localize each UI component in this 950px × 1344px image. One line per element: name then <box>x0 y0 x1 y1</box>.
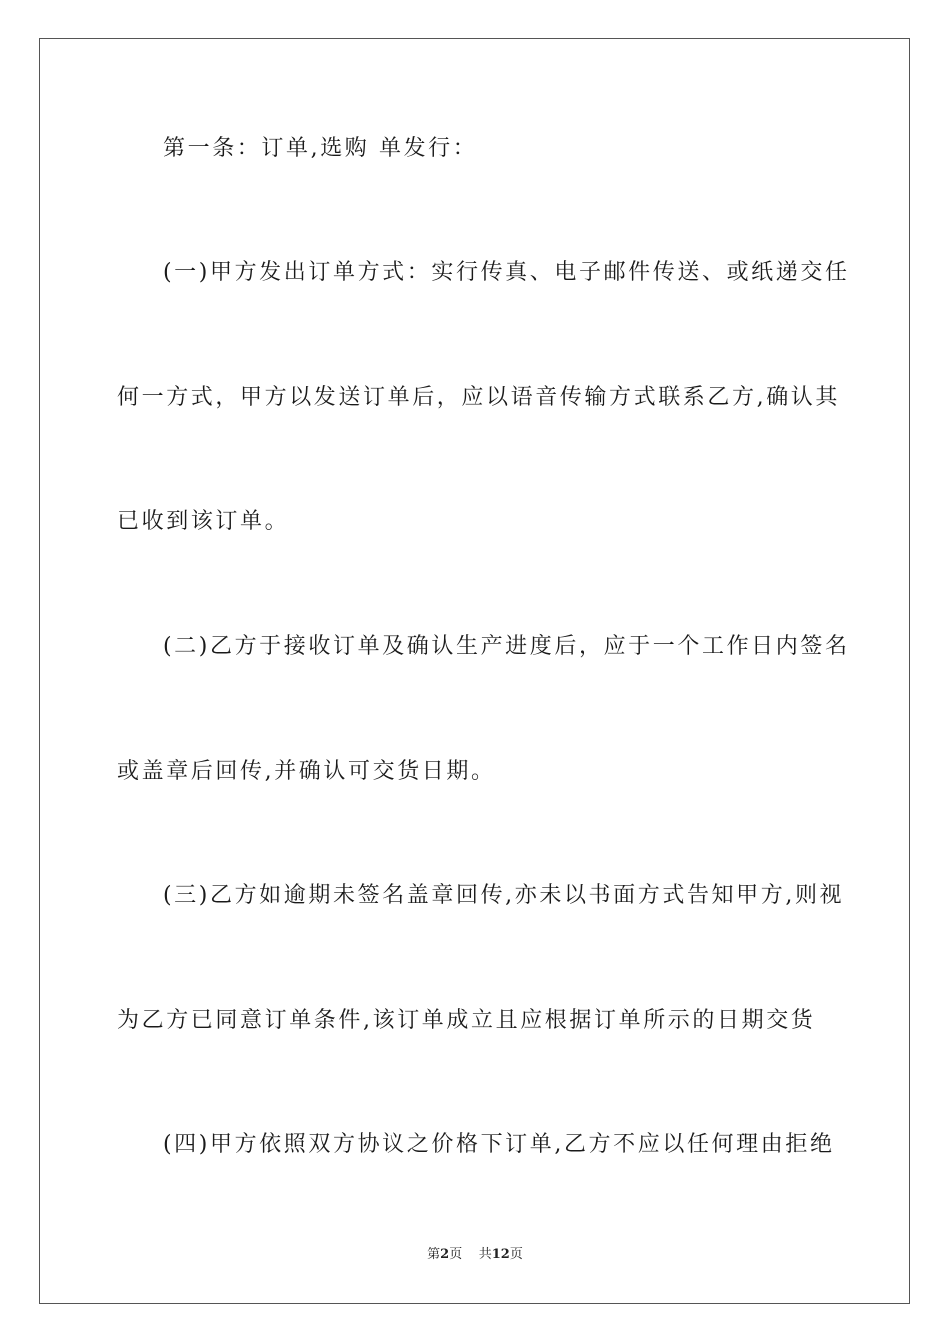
page-suffix: 页 <box>449 1247 463 1262</box>
page-border <box>39 38 910 1304</box>
page-number: 2 <box>440 1247 450 1262</box>
paragraph-line: (二)乙方于接收订单及确认生产进度后，应于一个工作日内签名 <box>163 634 850 659</box>
article-heading: 第一条：订单,选购 单发行： <box>163 136 478 161</box>
paragraph-line: 为乙方已同意订单条件,该订单成立且应根据订单所示的日期交货 <box>117 1008 816 1033</box>
paragraph-line: 或盖章后回传,并确认可交货日期。 <box>117 759 496 784</box>
paragraph-line: (一)甲方发出订单方式：实行传真、电子邮件传送、或纸递交任 <box>163 260 850 285</box>
page-prefix: 第 <box>427 1247 441 1262</box>
paragraph-line: (三)乙方如逾期未签名盖章回传,亦未以书面方式告知甲方,则视 <box>163 883 845 908</box>
paragraph-line: 何一方式，甲方以发送订单后，应以语音传输方式联系乙方,确认其 <box>117 385 840 410</box>
paragraph-line: 已收到该订单。 <box>117 509 290 534</box>
total-suffix: 页 <box>509 1247 523 1262</box>
page-footer <box>0 1246 950 1264</box>
total-prefix: 共 <box>478 1247 492 1262</box>
paragraph-line: (四)甲方依照双方协议之价格下订单,乙方不应以任何理由拒绝 <box>163 1132 835 1157</box>
page-total: 12 <box>491 1247 510 1262</box>
